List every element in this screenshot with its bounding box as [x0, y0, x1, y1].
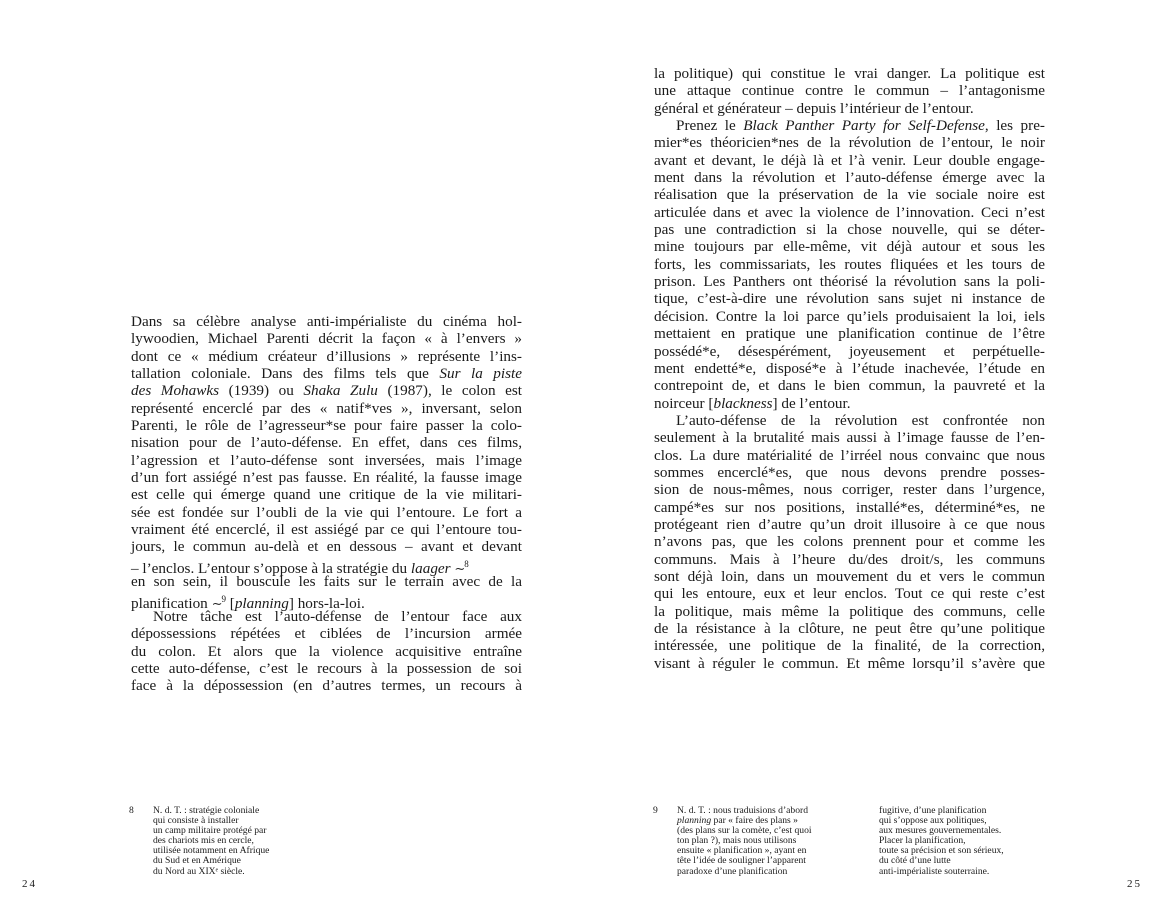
text-line: d’un fort assiégé n’est pas fausse. En réalité, la fausse image	[131, 469, 522, 487]
text-line: en son sein, il bouscule les faits sur le terrain avec de la	[131, 573, 522, 591]
footnote-line: N. d. T. : stratégie coloniale	[153, 805, 260, 816]
bracket-close: ]	[288, 594, 294, 612]
text-line: tique, c’est-à-dire une révolution sans sujet ni instance de	[654, 290, 1045, 308]
text-line: une attaque continue contre le commun – l’antagonisme	[654, 82, 1045, 100]
footnote-line: ton plan ?), mais nous utilisons	[677, 835, 797, 847]
footnote-line: du Sud et en Amérique	[153, 855, 241, 867]
text-line: qui les entoure, eux et leur enclos. Tout ce qui reste c’est	[654, 585, 1045, 603]
text-line: possédé*e, désespérément, joyeusement et perpétuelle-	[654, 342, 1045, 360]
text-line	[131, 365, 522, 382]
page-number-right: 25	[1127, 878, 1142, 890]
footnote-line: fugitive, d’une planification	[879, 805, 987, 816]
text-line: sée est fondée sur l’oubli de la vie qui l’entoure. Le fort a	[131, 503, 522, 521]
footnote-line: (des plans sur la comète, c’est quoi	[677, 825, 812, 837]
text-span: – l’enclos. L’entour s’oppose à la stratégie du	[131, 559, 411, 577]
text-line	[654, 117, 1045, 134]
text-line: seulement à la brutalité mais aussi à l’image fausse de l’en-	[654, 429, 1045, 447]
footnote-number: 8	[129, 805, 134, 816]
text-line: mettaient en pratique une planification continue de l’être	[654, 325, 1045, 343]
text-line: réalisation que la préservation de la vie sociale noire est	[654, 186, 1045, 204]
text-line: la politique) qui constitue le vrai danger. La politique est	[654, 65, 1045, 82]
footnote-line: N. d. T. : nous traduisions d’abord	[677, 805, 809, 816]
term-blackness: blackness	[713, 394, 773, 412]
text-span: noirceur	[654, 394, 709, 412]
text-line	[131, 591, 522, 612]
footnote-number: 9	[653, 805, 658, 816]
text-line: jours, le commun au-delà et en dessous – avant et devant	[131, 538, 522, 556]
text-line: forts, les commissariats, les routes fliquées et les tours de	[654, 255, 1045, 273]
text-line: Notre tâche est l’auto-défense de l’entour face aux	[153, 607, 522, 625]
footnote-line: qui consiste à installer	[153, 815, 239, 827]
swung-dash-glyph: ∼	[454, 560, 465, 576]
bracket-open: [	[229, 594, 235, 612]
text-line: sion de nous-mêmes, nous corriger, rester dans l’urgence,	[654, 481, 1045, 499]
text-line: articulée dans et avec la violence de l’innovation. Ceci n’est	[654, 203, 1045, 221]
text-line: est celle qui émerge quand une critique de la vie militari-	[131, 486, 522, 504]
text-line: n’avons pas, que les colons prennent pour et comme les	[654, 533, 1045, 551]
text-line: mier*es théoricien*nes de la révolution de l’entour, le noir	[654, 134, 1045, 152]
text-line	[654, 395, 1045, 412]
film-title: Sur la piste	[439, 365, 522, 383]
text-line: l’agression et l’auto-défense sont inversées, mais l’image	[131, 451, 522, 469]
film-title: Shaka Zulu	[303, 382, 378, 400]
footnote-line: toute sa précision et son sérieux,	[879, 845, 1004, 857]
text-span: (1939) ou	[228, 382, 304, 400]
text-line: dont ce « médium créateur d’illusions » représente l’ins-	[131, 347, 522, 365]
text-line: sommes encerclé*es, que nous devons prendre posses-	[654, 463, 1045, 481]
term-planning: planning	[234, 594, 289, 612]
footnote-line: des chariots mis en cercle,	[153, 835, 254, 847]
footnote-line: utilisée notamment en Afrique	[153, 845, 270, 857]
left-body-text	[131, 313, 522, 695]
footnote-8	[129, 805, 270, 877]
text-line: Dans sa célèbre analyse anti-impérialiste du cinéma hol-	[131, 313, 522, 330]
text-line: cette auto-défense, c’est le recours à la possession de soi	[131, 659, 522, 677]
footnote-line: du Nord au XIXᵉ siècle.	[153, 865, 245, 877]
text-span: Prenez le	[676, 117, 744, 135]
footnote-line: tête l’idée de souligner l’apparent	[677, 855, 806, 867]
term-planning: planning	[677, 815, 712, 827]
right-page	[585, 0, 1170, 912]
footnote-line: du côté d’une lutte	[879, 855, 951, 867]
text-line: contrepoint de, et dans le bien commun, la pauvreté et la	[654, 377, 1045, 395]
footnote-9	[653, 805, 812, 877]
term-laager: laager	[410, 559, 451, 577]
footnote-line: aux mesures gouvernementales.	[879, 825, 1002, 837]
footnote-9-continued	[879, 806, 1004, 877]
footnote-line: ensuite « planification », ayant en	[677, 845, 807, 857]
text-line: pas une contradiction si la chose nouvelle, qui se déter-	[654, 221, 1045, 239]
footnote-line: un camp militaire protégé par	[153, 825, 267, 837]
text-line: ment endetté*e, disposé*e à l’étude inachevée, l’étude en	[654, 359, 1045, 377]
text-line: lywoodien, Michael Parenti décrit la façon « à l’envers »	[131, 330, 522, 348]
bracket-open: [	[708, 394, 714, 412]
right-body-text	[654, 65, 1045, 672]
footnote-ref-8[interactable]: 8	[464, 558, 469, 569]
org-name: Black Panther Party for Self-Defense	[743, 117, 985, 135]
footnote-line: qui s’oppose aux politiques,	[879, 815, 987, 827]
text-line	[131, 556, 522, 577]
text-line: représenté encerclé par des « natif*ves », inversant, selon	[131, 399, 522, 417]
text-span: (1987), le colon est	[387, 382, 522, 400]
text-span: de l’entour.	[777, 394, 851, 412]
text-line: la politique, mais même la politique des communs, celle	[654, 602, 1045, 620]
text-line: face à la dépossession (en d’autres termes, un recours à	[131, 677, 522, 695]
text-line: prison. Les Panthers ont théorisé la révolution sans la poli-	[654, 273, 1045, 291]
text-line: L’auto-défense de la révolution est confrontée non	[676, 411, 1045, 429]
text-line: campé*es sur nos positions, installé*es, déterminé*es, ne	[654, 498, 1045, 516]
film-title: des Mohawks	[131, 382, 220, 400]
footnote-line: paradoxe d’une planification	[677, 865, 788, 877]
bracket-close: ]	[772, 394, 778, 412]
text-line: dépossessions répétées et ciblées de l’incursion armée	[131, 625, 522, 643]
text-line: intéressée, une politique de la finalité, de la correction,	[654, 637, 1045, 655]
text-line: de la résistance à la clôture, ne peut être qu’une politique	[654, 620, 1045, 637]
text-line: ment dans la révolution et l’auto-défense émerge avec la	[654, 169, 1045, 187]
text-line: communs. Mais à l’heure du/des droit/s, les communs	[654, 550, 1045, 568]
footnote-line: anti-impérialiste souterraine.	[879, 865, 990, 877]
text-line: décision. Contre la loi parce qu’iels produisaient la loi, iels	[654, 307, 1045, 325]
text-span: , les pre-	[984, 117, 1045, 135]
text-line: nisation pour de l’auto-défense. En effet, dans ces films,	[131, 434, 522, 452]
footnote-ref-9[interactable]: 9	[221, 593, 226, 604]
text-line: du colon. Et alors que la violence acquisitive entraîne	[131, 642, 522, 660]
text-span: tallation coloniale. Dans des films tels que	[131, 365, 440, 383]
text-line: sont déjà loin, dans un mouvement du et vers le commun	[654, 567, 1045, 585]
text-line: vraiment été encerclé, il est assiégé par ce qui l’entoure tou-	[131, 521, 522, 539]
text-line	[131, 382, 522, 399]
text-line: avant et devant, le déjà là et l’à venir. Leur double engage-	[654, 151, 1045, 169]
swung-dash-glyph: ∼	[211, 595, 222, 611]
text-line: général et générateur – depuis l’intérieur de l’entour.	[654, 99, 974, 117]
page-number-left: 24	[22, 878, 37, 890]
text-span: planification	[131, 594, 208, 612]
text-line: clos. La dure matérialité de l’irréel nous convainc que nous	[654, 446, 1045, 464]
text-line: Parenti, le rôle de l’agresseur*se pour faire passer la colo-	[131, 417, 522, 435]
text-line: protégeant rien d’autre qu’un droit illusoire à ce que nous	[654, 515, 1045, 533]
text-line: mine toujours par elle-même, vit déjà autour et sous les	[654, 238, 1045, 256]
footnote-line: Placer la planification,	[879, 835, 966, 847]
text-span: hors-la-loi.	[293, 594, 365, 612]
text-span: par « faire des plans »	[713, 815, 798, 827]
text-line: visant à réguler le commun. Et même lorsqu’il s’avère que	[654, 654, 1045, 672]
